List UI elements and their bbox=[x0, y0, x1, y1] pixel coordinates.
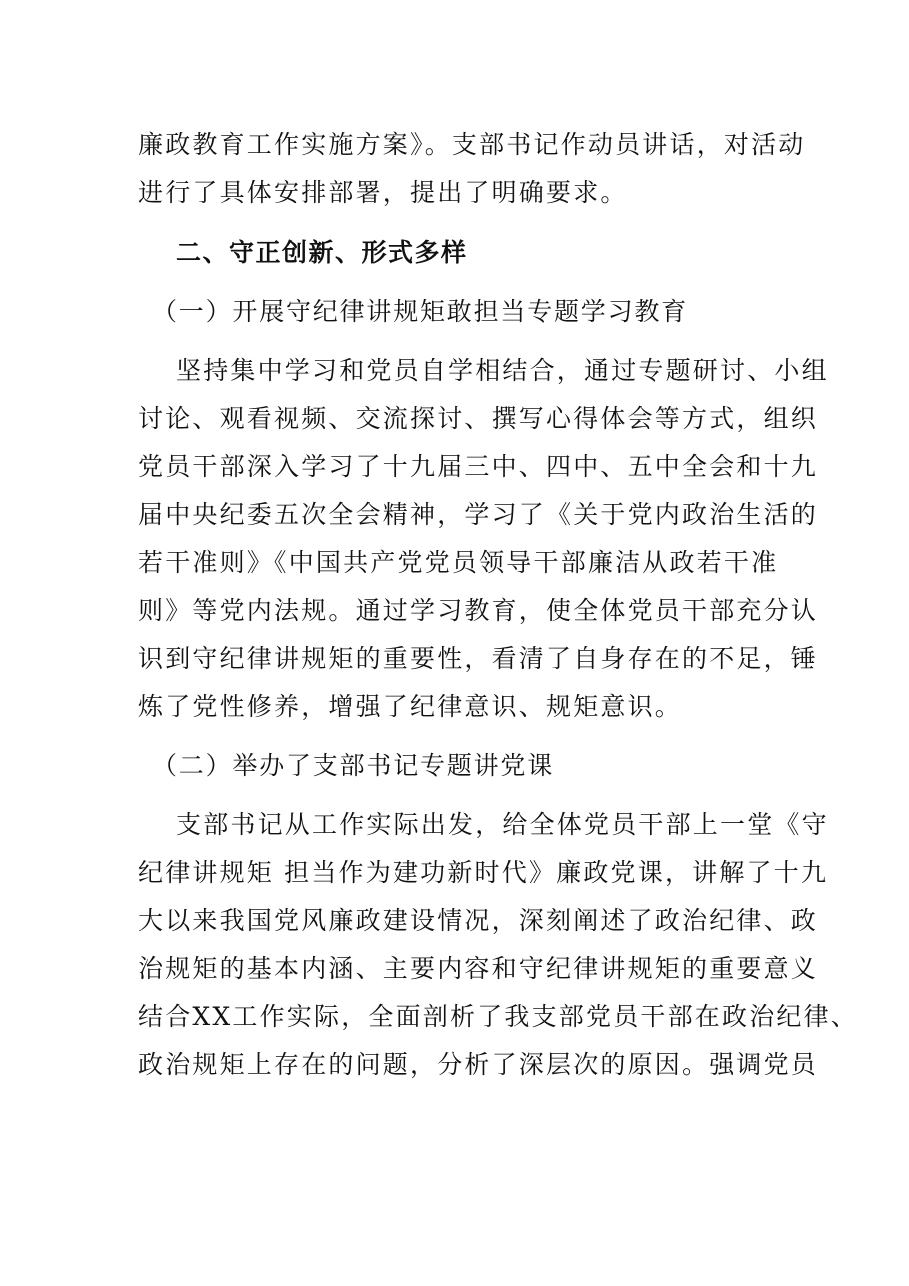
paragraph-line: 坚持集中学习和党员自学相结合，通过专题研讨、小组 bbox=[176, 356, 829, 385]
paragraph-line: 结合XX工作实际，全面剖析了我支部党员干部在政治纪律、 bbox=[138, 1002, 858, 1031]
paragraph-line: 届中央纪委五次全会精神，学习了《关于党内政治生活的 bbox=[138, 500, 819, 529]
paragraph-line: 则》等党内法规。通过学习教育，使全体党员干部充分认 bbox=[138, 596, 819, 625]
paragraph-line: 廉政教育工作实施方案》。支部书记作动员讲话，对活动 bbox=[138, 130, 806, 159]
paragraph-line: 纪律讲规矩 担当作为建功新时代》廉政党课，讲解了十九 bbox=[138, 858, 829, 887]
paragraph-line: 炼了党性修养，增强了纪律意识、规矩意识。 bbox=[138, 692, 683, 721]
paragraph-line: 讨论、观看视频、交流探讨、撰写心得体会等方式，组织 bbox=[138, 404, 819, 433]
subsection-heading: （二）举办了支部书记专题讲党课 bbox=[152, 751, 555, 780]
paragraph-line: 进行了具体安排部署，提出了明确要求。 bbox=[138, 178, 628, 207]
paragraph-line: 若干准则》《中国共产党党员领导干部廉洁从政若干准 bbox=[138, 548, 779, 577]
paragraph-line: 政治规矩上存在的问题，分析了深层次的原因。强调党员 bbox=[138, 1050, 819, 1079]
paragraph-line: 识到守纪律讲规矩的重要性，看清了自身存在的不足，锤 bbox=[138, 644, 819, 673]
paragraph-line: 治规矩的基本内涵、主要内容和守纪律讲规矩的重要意义 bbox=[138, 954, 819, 983]
paragraph-line: 党员干部深入学习了十九届三中、四中、五中全会和十九 bbox=[138, 452, 819, 481]
subsection-heading: （一）开展守纪律讲规矩敢担当专题学习教育 bbox=[152, 297, 689, 326]
section-heading: 二、守正创新、形式多样 bbox=[176, 238, 468, 267]
paragraph-line: 大以来我国党风廉政建设情况，深刻阐述了政治纪律、政 bbox=[138, 906, 819, 935]
paragraph-line: 支部书记从工作实际出发，给全体党员干部上一堂《守 bbox=[176, 810, 829, 839]
